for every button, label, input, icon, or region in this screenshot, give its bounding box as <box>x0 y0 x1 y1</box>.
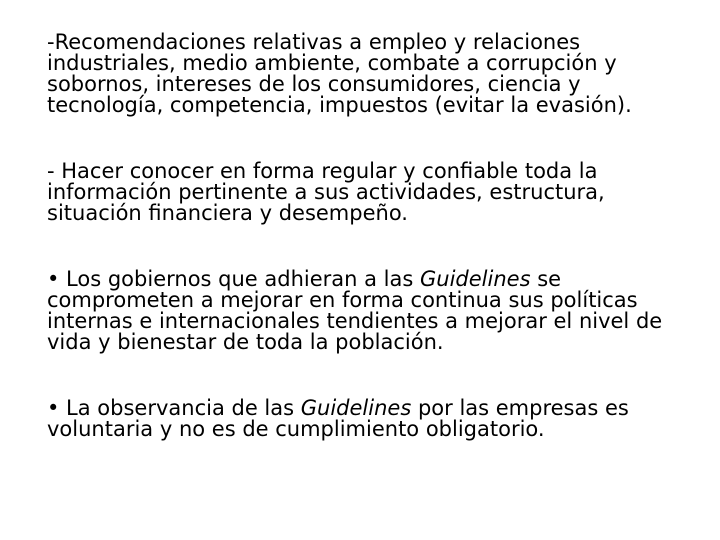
paragraph-recommendations: -Recomendaciones relativas a empleo y relaciones industriales, medio ambiente, combate a corrupción y sobornos, intereses de los consumidores, ciencia y tecnología, competencia, impuestos (evitar la evasión). <box>47 30 632 117</box>
bullet-governments <box>47 269 697 353</box>
bullet-governments-start: • Los gobiernos que adhieran a las <box>47 267 421 291</box>
bullet-voluntary-end: por las empresas es voluntaria y no es de cumplimiento obligatorio. <box>47 396 629 441</box>
bullet-voluntary <box>47 398 697 440</box>
paragraph-disclosure: - Hacer conocer en forma regular y confiable toda la información pertinente a sus actividades, estructura, situación financiera y desempeño. <box>47 159 605 225</box>
slide-body <box>47 32 697 440</box>
guidelines-emphasis: Guidelines <box>420 267 531 291</box>
guidelines-emphasis: Guidelines <box>300 396 412 420</box>
bullet-voluntary-start: • La observancia de las <box>47 396 301 420</box>
bullet-governments-end: se comprometen a mejorar en forma continua sus políticas internas e internacionales tendientes a mejorar el nivel de vida y bienestar de toda la población. <box>47 267 663 354</box>
